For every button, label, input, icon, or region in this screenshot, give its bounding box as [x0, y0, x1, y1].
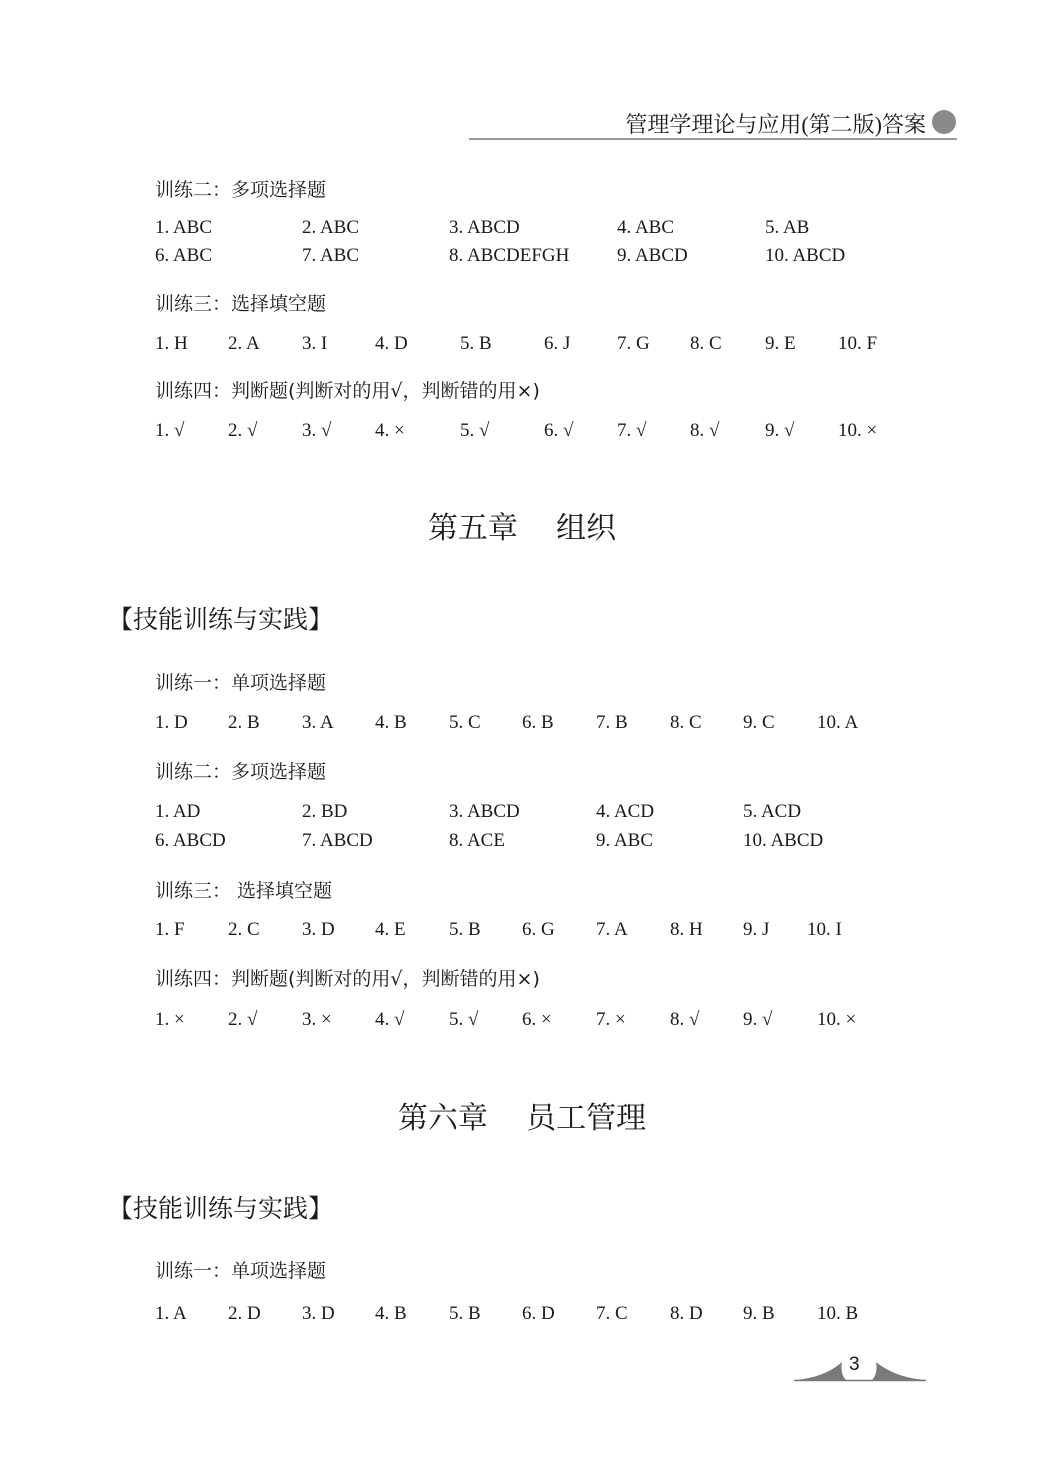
answer-item: 6. ABC: [155, 245, 213, 266]
ch6-t1-row: [0, 1303, 1044, 1327]
answer-item: 4. B: [375, 1303, 407, 1324]
answer-item: 1. D: [155, 712, 188, 733]
answer-item: 6. ABCD: [155, 830, 226, 851]
answer-item: 7. √: [617, 420, 647, 441]
answer-item: 8. D: [670, 1303, 703, 1324]
ch5-t4-title: 训练四：判断题(判断对的用√，判断错的用×): [155, 968, 540, 990]
answer-item: 8. √: [690, 420, 720, 441]
answer-item: 10. B: [817, 1303, 859, 1324]
answer-item: 2. ABC: [302, 217, 360, 238]
answer-item: 6. B: [522, 712, 554, 733]
ch5-t1-title: 训练一：单项选择题: [155, 672, 327, 694]
answer-item: 8. √: [670, 1009, 700, 1030]
answer-item: 9. B: [743, 1303, 775, 1324]
answer-item: 9. E: [765, 333, 796, 354]
answer-item: 10. ABCD: [765, 245, 846, 266]
ch6-skill-heading: 【技能训练与实践】: [108, 1194, 334, 1223]
answer-item: 10. I: [807, 919, 842, 940]
answer-item: 4. ABC: [617, 217, 675, 238]
chapter-5-title: 第五章 组织: [427, 511, 617, 546]
answer-item: 2. B: [228, 712, 260, 733]
answer-item: 7. A: [596, 919, 628, 940]
ch4-t3-title: 训练三：选择填空题: [155, 293, 327, 315]
answer-item: 1. √: [155, 420, 185, 441]
answer-item: 5. B: [460, 333, 492, 354]
answer-item: 1. ABC: [155, 217, 213, 238]
page-number: 3: [849, 1354, 860, 1375]
answer-item: 8. C: [690, 333, 722, 354]
answer-item: 1. H: [155, 333, 188, 354]
answer-item: 9. J: [743, 919, 770, 940]
answer-item: 9. √: [743, 1009, 773, 1030]
answer-item: 10. ×: [817, 1009, 857, 1030]
ch4-t2-row2: [0, 245, 1044, 269]
answer-item: 6. √: [544, 420, 574, 441]
answer-item: 6. G: [522, 919, 555, 940]
answer-item: 8. ACE: [449, 830, 505, 851]
answer-item: 2. C: [228, 919, 260, 940]
answer-item: 4. √: [375, 1009, 405, 1030]
ch5-t3-title: 训练三： 选择填空题: [155, 880, 333, 902]
answer-item: 6. ×: [522, 1009, 552, 1030]
ch4-t4-row: [0, 420, 1044, 444]
answer-item: 7. ABCD: [302, 830, 373, 851]
answer-item: 3. ABCD: [449, 801, 520, 822]
answer-item: 1. A: [155, 1303, 187, 1324]
ch5-t4-row: [0, 1009, 1044, 1033]
ch4-t2-title: 训练二：多项选择题: [155, 179, 327, 201]
answer-item: 7. ×: [596, 1009, 626, 1030]
answer-item: 4. D: [375, 333, 408, 354]
answer-item: 4. ACD: [596, 801, 655, 822]
answer-item: 3. A: [302, 712, 334, 733]
answer-item: 2. A: [228, 333, 260, 354]
answer-item: 3. D: [302, 919, 335, 940]
answer-item: 6. J: [544, 333, 571, 354]
ch5-skill-heading: 【技能训练与实践】: [108, 605, 334, 634]
answer-item: 10. F: [838, 333, 878, 354]
answer-item: 2. D: [228, 1303, 261, 1324]
answer-item: 1. ×: [155, 1009, 185, 1030]
answer-item: 3. D: [302, 1303, 335, 1324]
ch4-t3-row: [0, 333, 1044, 357]
answer-item: 1. F: [155, 919, 185, 940]
answer-item: 7. G: [617, 333, 650, 354]
answer-item: 9. √: [765, 420, 795, 441]
ch6-t1-title: 训练一：单项选择题: [155, 1260, 327, 1282]
answer-item: 9. C: [743, 712, 775, 733]
answer-item: 10. ×: [838, 420, 878, 441]
answer-item: 2. BD: [302, 801, 348, 822]
answer-item: 3. ABCD: [449, 217, 520, 238]
ch5-t2-row1: [0, 801, 1044, 825]
running-header-title: 管理学理论与应用(第二版)答案: [625, 112, 926, 137]
answer-item: 9. ABC: [596, 830, 654, 851]
answer-item: 10. ABCD: [743, 830, 824, 851]
answer-item: 5. √: [449, 1009, 479, 1030]
answer-item: 5. B: [449, 1303, 481, 1324]
answer-item: 2. √: [228, 420, 258, 441]
answer-item: 4. B: [375, 712, 407, 733]
answer-item: 4. E: [375, 919, 406, 940]
answer-item: 7. C: [596, 1303, 628, 1324]
answer-item: 8. ABCDEFGH: [449, 245, 570, 266]
answer-item: 9. ABCD: [617, 245, 688, 266]
chapter-6-title: 第六章 员工管理: [397, 1101, 647, 1136]
answer-item: 2. √: [228, 1009, 258, 1030]
answer-item: 5. ACD: [743, 801, 802, 822]
answer-item: 7. B: [596, 712, 628, 733]
ch4-t4-title: 训练四：判断题(判断对的用√，判断错的用×): [155, 380, 540, 402]
ch5-t2-title: 训练二：多项选择题: [155, 761, 327, 783]
ch5-t3-row: [0, 919, 1044, 943]
answer-item: 8. H: [670, 919, 703, 940]
ch4-t2-row1: [0, 217, 1044, 241]
answer-item: 6. D: [522, 1303, 555, 1324]
answer-item: 8. C: [670, 712, 702, 733]
answer-item: 3. √: [302, 420, 332, 441]
answer-item: 7. ABC: [302, 245, 360, 266]
header-circle-icon: [932, 110, 956, 134]
page-ornament-icon: [790, 1352, 930, 1386]
answer-item: 5. C: [449, 712, 481, 733]
ch5-t1-row: [0, 712, 1044, 736]
answer-item: 3. I: [302, 333, 328, 354]
answer-item: 10. A: [817, 712, 859, 733]
answer-item: 4. ×: [375, 420, 405, 441]
answer-item: 5. AB: [765, 217, 810, 238]
answer-item: 5. B: [449, 919, 481, 940]
answer-item: 3. ×: [302, 1009, 332, 1030]
answer-item: 1. AD: [155, 801, 201, 822]
ch5-t2-row2: [0, 830, 1044, 854]
header-rule: [469, 138, 957, 140]
answer-item: 5. √: [460, 420, 490, 441]
